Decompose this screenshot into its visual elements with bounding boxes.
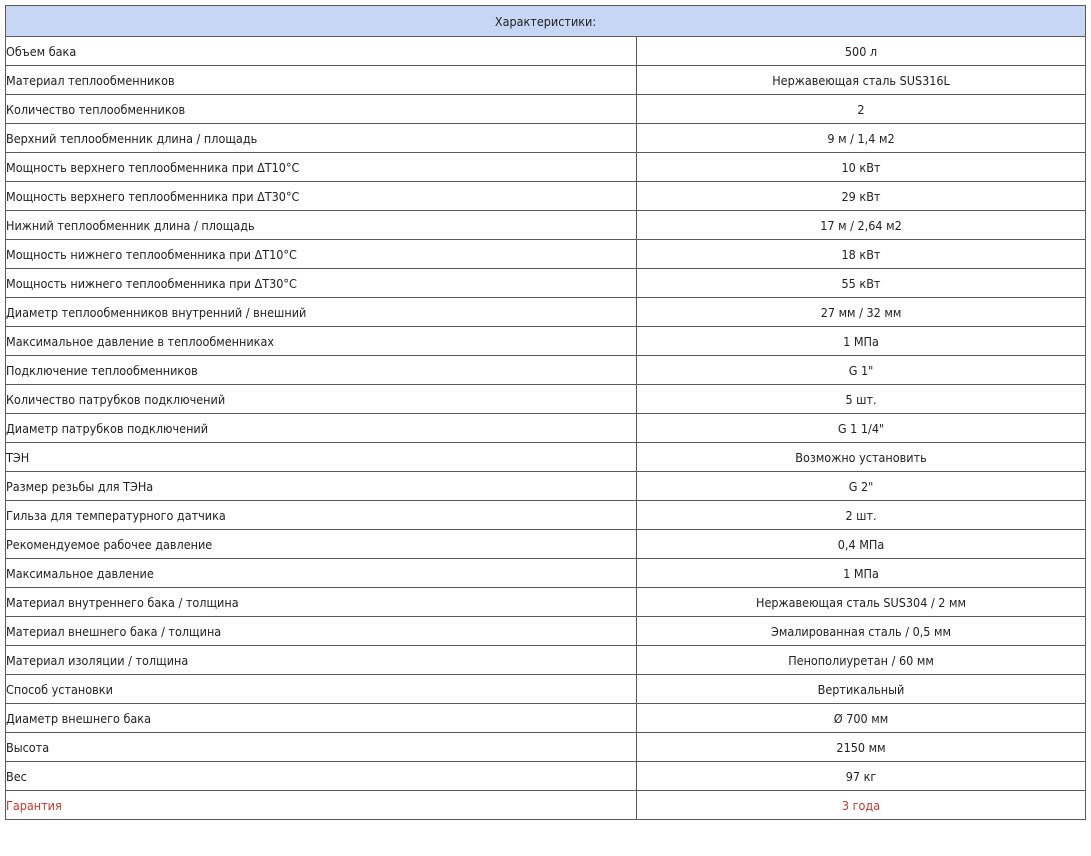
spec-label: Мощность верхнего теплообменника при ΔТ30°С: [6, 182, 637, 211]
spec-label: Диаметр теплообменников внутренний / внешний: [6, 298, 637, 327]
spec-value: 500 л: [637, 37, 1086, 66]
spec-label: Диаметр внешнего бака: [6, 704, 637, 733]
spec-value: 1 МПа: [637, 559, 1086, 588]
spec-label: Максимальное давление: [6, 559, 637, 588]
spec-value: 5 шт.: [637, 385, 1086, 414]
table-row: [6, 501, 1086, 530]
table-row: [6, 443, 1086, 472]
spec-label: Материал теплообменников: [6, 66, 637, 95]
table-row: [6, 182, 1086, 211]
table-row: [6, 646, 1086, 675]
table-row: [6, 414, 1086, 443]
spec-value: 29 кВт: [637, 182, 1086, 211]
table-title: Характеристики:: [6, 6, 1086, 37]
table-header-row: [6, 6, 1086, 37]
spec-value: Нержавеющая сталь SUS304 / 2 мм: [637, 588, 1086, 617]
spec-label: Верхний теплообменник длина / площадь: [6, 124, 637, 153]
spec-value: 2150 мм: [637, 733, 1086, 762]
spec-label: Способ установки: [6, 675, 637, 704]
table-row: [6, 95, 1086, 124]
table-row: [6, 298, 1086, 327]
table-row: [6, 617, 1086, 646]
spec-label: Диаметр патрубков подключений: [6, 414, 637, 443]
spec-value: 55 кВт: [637, 269, 1086, 298]
spec-label: Количество патрубков подключений: [6, 385, 637, 414]
spec-value: 97 кг: [637, 762, 1086, 791]
spec-value: Ø 700 мм: [637, 704, 1086, 733]
spec-value: 9 м / 1,4 м2: [637, 124, 1086, 153]
spec-label: Гильза для температурного датчика: [6, 501, 637, 530]
table-row: [6, 588, 1086, 617]
spec-value: Вертикальный: [637, 675, 1086, 704]
spec-label: Материал изоляции / толщина: [6, 646, 637, 675]
table-row: [6, 37, 1086, 66]
spec-value: G 2": [637, 472, 1086, 501]
table-row: [6, 733, 1086, 762]
spec-label: Мощность нижнего теплообменника при ΔТ10°С: [6, 240, 637, 269]
specs-table-body: [6, 37, 1086, 820]
spec-value: 0,4 МПа: [637, 530, 1086, 559]
spec-value: 2: [637, 95, 1086, 124]
spec-label: Вес: [6, 762, 637, 791]
table-row: [6, 211, 1086, 240]
spec-label: Количество теплообменников: [6, 95, 637, 124]
spec-label: Высота: [6, 733, 637, 762]
spec-label: Гарантия: [6, 791, 637, 820]
spec-label: Материал внешнего бака / толщина: [6, 617, 637, 646]
table-row-warranty: [6, 791, 1086, 820]
table-row: [6, 559, 1086, 588]
table-row: [6, 327, 1086, 356]
table-row: [6, 153, 1086, 182]
table-row: [6, 356, 1086, 385]
spec-label: Максимальное давление в теплообменниках: [6, 327, 637, 356]
spec-value: 27 мм / 32 мм: [637, 298, 1086, 327]
table-row: [6, 385, 1086, 414]
spec-value: 18 кВт: [637, 240, 1086, 269]
table-row: [6, 240, 1086, 269]
spec-label: Рекомендуемое рабочее давление: [6, 530, 637, 559]
spec-label: Нижний теплообменник длина / площадь: [6, 211, 637, 240]
spec-value: 2 шт.: [637, 501, 1086, 530]
table-row: [6, 472, 1086, 501]
table-row: [6, 66, 1086, 95]
table-row: [6, 675, 1086, 704]
spec-label: ТЭН: [6, 443, 637, 472]
spec-label: Размер резьбы для ТЭНа: [6, 472, 637, 501]
spec-value: Эмалированная сталь / 0,5 мм: [637, 617, 1086, 646]
table-row: [6, 704, 1086, 733]
specs-table: [5, 5, 1086, 820]
spec-value: G 1": [637, 356, 1086, 385]
spec-value: 1 МПа: [637, 327, 1086, 356]
spec-label: Мощность нижнего теплообменника при ΔТ30°С: [6, 269, 637, 298]
spec-label: Подключение теплообменников: [6, 356, 637, 385]
spec-value: 17 м / 2,64 м2: [637, 211, 1086, 240]
table-row: [6, 530, 1086, 559]
spec-value: Пенополиуретан / 60 мм: [637, 646, 1086, 675]
table-row: [6, 762, 1086, 791]
spec-label: Объем бака: [6, 37, 637, 66]
spec-value: G 1 1/4": [637, 414, 1086, 443]
spec-value: Возможно установить: [637, 443, 1086, 472]
table-row: [6, 124, 1086, 153]
spec-label: Материал внутреннего бака / толщина: [6, 588, 637, 617]
spec-label: Мощность верхнего теплообменника при ΔТ10°С: [6, 153, 637, 182]
table-row: [6, 269, 1086, 298]
spec-value: 10 кВт: [637, 153, 1086, 182]
spec-value: Нержавеющая сталь SUS316L: [637, 66, 1086, 95]
spec-value: 3 года: [637, 791, 1086, 820]
